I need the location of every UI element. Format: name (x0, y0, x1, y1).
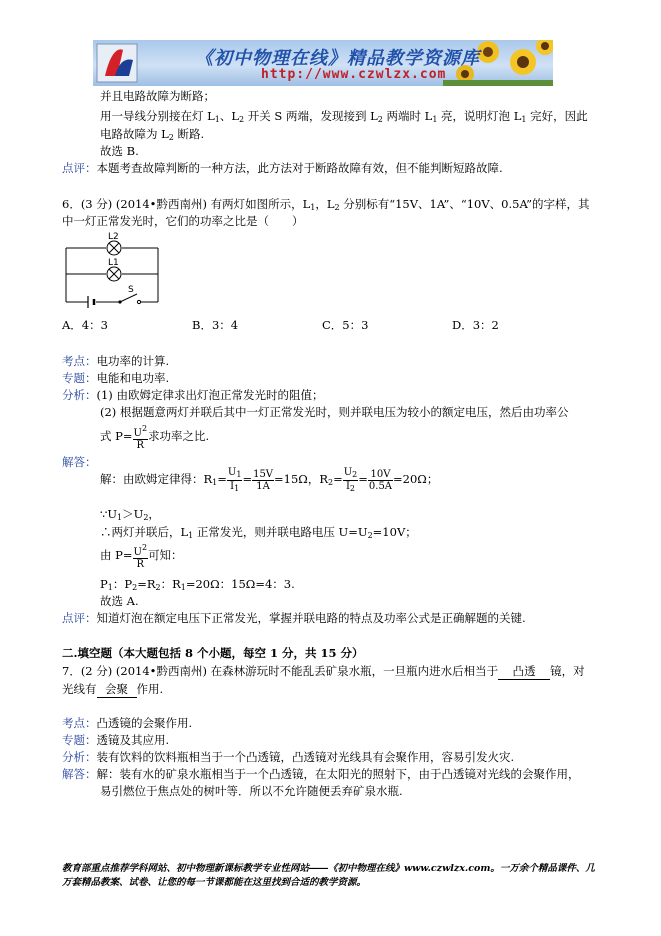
switch-label: S (128, 285, 134, 295)
q7-kaodian: 考点：凸透镜的会聚作用. (62, 716, 193, 730)
circuit-diagram (60, 228, 165, 308)
q6-jieda-2: $\because U_1>U_2$， (100, 507, 160, 522)
q6-pingdian: 点评：知道灯泡在额定电压下正常发光，掌握并联电路的特点及功率公式是正确解题的关键. (62, 611, 526, 625)
lamp-l1-label: L1 (108, 258, 119, 268)
lamp-l1-icon (107, 267, 121, 281)
q6-jieda-label: 解答： (62, 455, 97, 469)
prev-line-1: 并且电路故障为断路； (100, 89, 215, 103)
q6-jieda-1: 解：由欧姆定律得：$R_1=$ $\frac{U_1}{I_1}$ = $\frac{15V}{1A}$ =15Ω，$R_2=$ $\frac{U_2}{I_2}$ = $\frac{10V}{0.5A}$ =20Ω； (100, 466, 439, 493)
q6-stem-1: 6．(3 分) (2014•黔西南州) 有两灯如图所示，$L_1$，$L_2$ 分别标有“15V、1A”、“10V、0.5A”的字样，其 (62, 197, 590, 212)
section-heading-fill-blank: 二.填空题（本大题包括 8 个小题，每空 1 分，共 15 分） (62, 646, 364, 660)
prev-comment: 点评：本题考查故障判断的一种方法，此方法对于断路故障有效，但不能判断短路故障. (62, 161, 503, 175)
prev-line-4: 故选 B. (100, 144, 139, 158)
q6-kaodian: 考点：电功率的计算. (62, 354, 170, 368)
page-footer: 教育部重点推荐学科网站、初中物理新课标教学专业性网站――《初中物理在线》www.czwlzx.com。一万余个精品课件、几万套精品教案、试卷、让您的每一节课都能在这里找到合适的教学资源。 (62, 863, 595, 888)
q6-option-b: B．3：4 (192, 318, 239, 332)
q7-blank-2: 会聚 (97, 682, 137, 698)
comment-label: 点评： (62, 161, 97, 175)
q6-jieda-3: ∴两灯并联后，$L_1$ 正常发光，则并联电路电压 $U=U_2=10V$； (100, 525, 417, 540)
lamp-l2-icon (107, 241, 121, 255)
q6-zhuanti: 专题：电能和电功率. (62, 371, 170, 385)
q6-jieda-5: $P_1$：$P_2=R_2$：$R_1=20\Omega$：15Ω=4：3. (100, 577, 295, 592)
q6-fenxi-3: 式 P= $\frac{U^2}{R}$ 求功率之比. (100, 424, 210, 451)
q6-fenxi-2: (2) 根据题意两灯并联后其中一灯正常发光时，则并联电压为较小的额定电压，然后由功率公 (100, 405, 569, 419)
banner-url[interactable]: http://www.czwlzx.com (261, 67, 447, 82)
banner-title: 《初中物理在线》精品教学资源库 (195, 48, 480, 69)
q7-blank-1: 凸透 (498, 664, 550, 680)
q6-fenxi-1: 分析：(1) 由欧姆定律求出灯泡正常发光时的阻值； (62, 388, 324, 402)
prev-line-2: 用一导线分别接在灯 $L_1$、$L_2$ 开关 S 两端，发现接到 $L_2$ 两端时 $L_1$ 亮，说明灯泡 $L_1$ 完好，因此 (100, 109, 588, 124)
q6-option-d: D．3：2 (452, 318, 499, 332)
q7-stem-2: 光线有 会聚 作用. (62, 682, 164, 696)
switch-pivot-icon (118, 300, 121, 303)
q6-jieda-4: 由 P= $\frac{U^2}{R}$ 可知： (100, 543, 183, 570)
power-formula: $\frac{U^2}{R}$ (133, 424, 148, 451)
q7-stem-1: 7．(2 分) (2014•黔西南州) 在森林游玩时不能乱丢矿泉水瓶，一旦瓶内进水后相当于 凸透 镜，对 (62, 664, 585, 678)
q7-zhuanti: 专题：透镜及其应用. (62, 733, 170, 747)
q7-fenxi: 分析：装有饮料的饮料瓶相当于一个凸透镜，凸透镜对光线具有会聚作用，容易引发火灾. (62, 750, 515, 764)
q6-jieda-6: 故选 A. (100, 594, 139, 608)
q6-option-a: A．4：3 (62, 318, 108, 332)
lamp-l2-label: L2 (108, 232, 119, 242)
battery-icon (88, 296, 94, 308)
prev-line-3: 电路故障为 $L_2$ 断路. (100, 127, 205, 142)
q6-stem-2: 中一灯正常发光时，它们的功率之比是（ ） (62, 214, 304, 228)
header-banner (93, 40, 553, 86)
q6-option-c: C．5：3 (322, 318, 369, 332)
q7-jieda-1: 解答：解：装有水的矿泉水瓶相当于一个凸透镜，在太阳光的照射下，由于凸透镜对光线的会聚作用， (62, 767, 580, 781)
q7-jieda-2: 易引燃位于焦点处的树叶等．所以不允许随便丢弃矿泉水瓶. (100, 784, 403, 798)
